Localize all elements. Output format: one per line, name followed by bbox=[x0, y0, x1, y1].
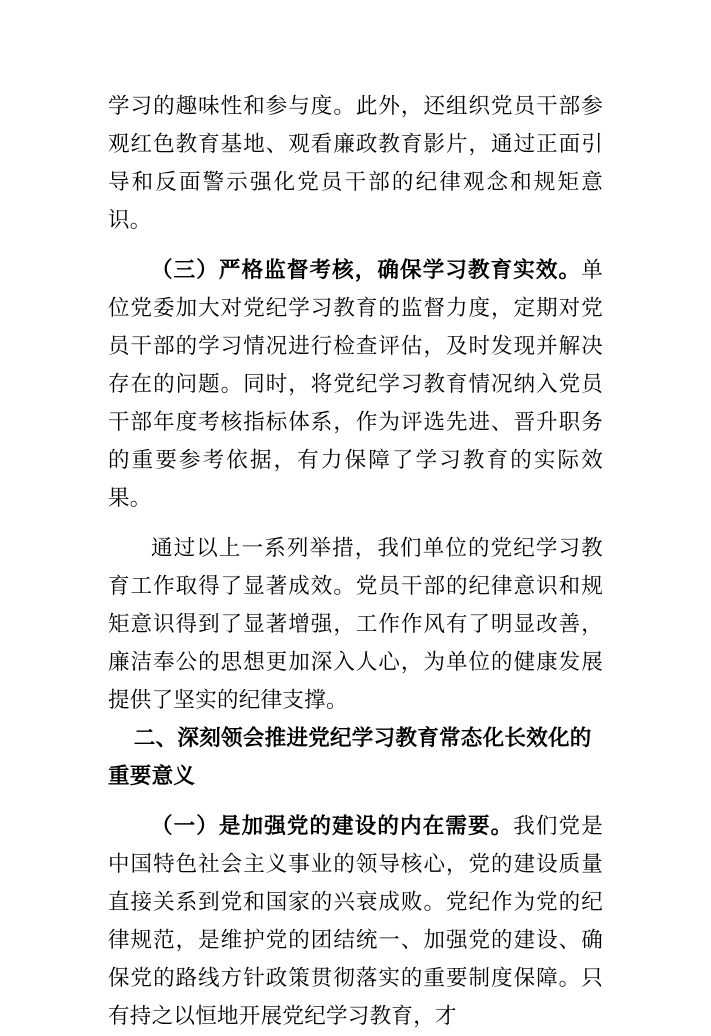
paragraph-results: 通过以上一系列举措，我们单位的党纪学习教育工作取得了显著成效。党员干部的纪律意识和规矩意识得到了显著增强，工作作风有了明显改善，廉洁奉公的思想更加深入人心，为单位的健康发展提供了坚实的纪律支撑。 bbox=[108, 536, 603, 713]
paragraph-supervision bbox=[108, 252, 603, 518]
paragraph-party-building bbox=[108, 808, 603, 1036]
paragraph-party-building-body: 我们党是中国特色社会主义事业的领导核心，党的建设质量直接关系到党和国家的兴衰成败。党纪作为党的纪律规范，是维护党的团结统一、加强党的建设、确保党的路线方针政策贯彻落实的重要制度保障。只有持之以恒地开展党纪学习教育，才 bbox=[108, 814, 603, 1029]
section-heading: 二、深刻领会推进党纪学习教育常态化长效化的重要意义 bbox=[108, 726, 592, 789]
subsection-heading-supervision: （三）严格监督考核，确保学习教育实效。 bbox=[151, 258, 582, 283]
document-page bbox=[108, 88, 603, 1036]
subsection-heading-party-building: （一）是加强党的建设的内在需要。 bbox=[151, 814, 514, 839]
paragraph-supervision-body: 单位党委加大对党纪学习教育的监督力度，定期对党员干部的学习情况进行检查评估，及时发现并解决存在的问题。同时，将党纪学习教育情况纳入党员干部年度考核指标体系，作为评选先进、晋升职务的重要参考依据，有力保障了学习教育的实际效果。 bbox=[108, 258, 603, 511]
paragraph-continued: 学习的趣味性和参与度。此外，还组织党员干部参观红色教育基地、观看廉政教育影片，通过正面引导和反面警示强化党员干部的纪律观念和规矩意识。 bbox=[108, 94, 603, 233]
